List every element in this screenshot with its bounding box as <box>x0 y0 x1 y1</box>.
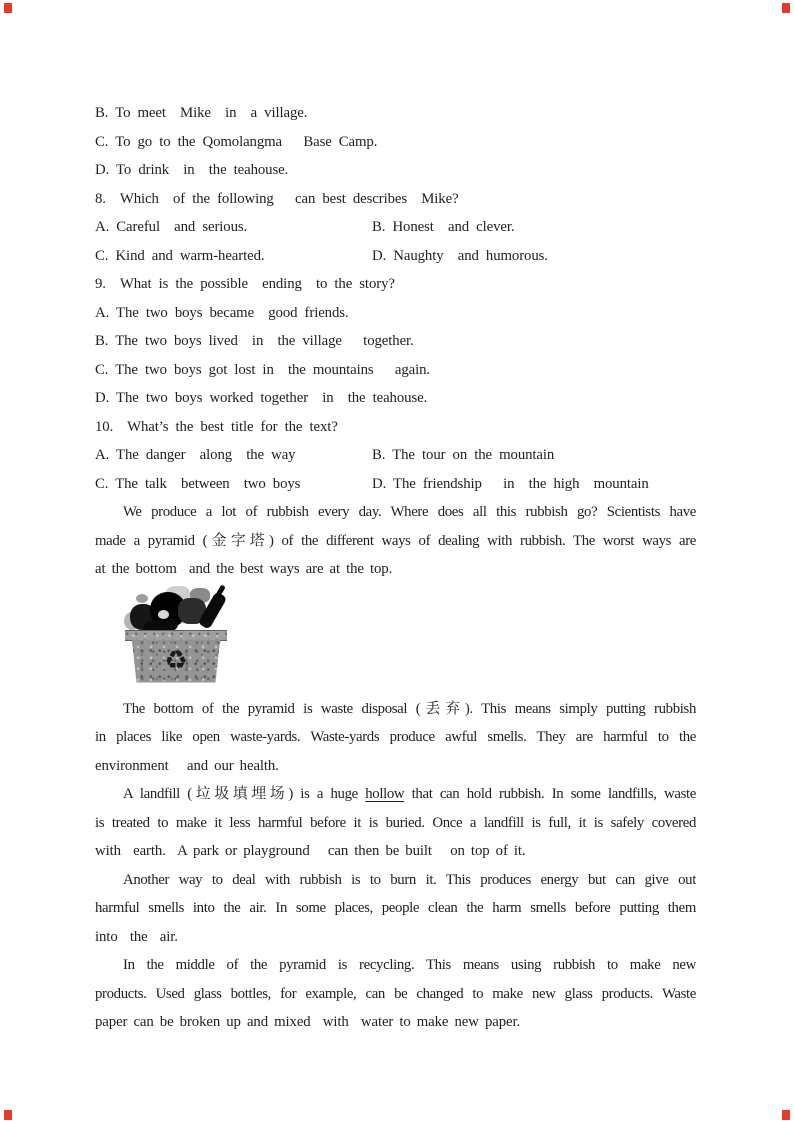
passage-line: harmful smells into the air. In some places, people clean the harm smells before putting them <box>95 900 696 916</box>
option-10a: A. The danger along the way <box>95 447 296 463</box>
option-7d: D. To drink in the teahouse. <box>95 162 289 178</box>
rubbish-blob <box>136 594 148 603</box>
question-8-options-row-2 <box>95 242 696 271</box>
option-8b: B. Honest and clever. <box>372 219 515 235</box>
option-10d: D. The friendship in the high mountain <box>372 475 649 492</box>
question-10-stem: 10. What’s the best title for the text? <box>95 418 338 435</box>
rubbish-bin-illustration <box>124 586 228 683</box>
corner-mark-bottom-left <box>4 1110 12 1120</box>
rubbish-blob <box>158 610 169 619</box>
passage-line: in places like open waste-yards. Waste-yards produce awful smells. They are harmful to the <box>95 729 696 745</box>
option-8a: A. Careful and serious. <box>95 219 248 235</box>
option-9c: C. The two boys got lost in the mountains again. <box>95 361 431 378</box>
option-7c: C. To go to the Qomolangma Base Camp. <box>95 133 378 150</box>
passage-line <box>95 780 696 809</box>
corner-mark-top-right <box>782 3 790 13</box>
option-8d: D. Naughty and humorous. <box>372 247 548 264</box>
passage-text: A landfill (垃圾填埋场) is a huge <box>123 786 366 802</box>
passage-text: that can hold rubbish. In some landfills, waste <box>404 786 696 802</box>
rubbish-bin-image <box>95 584 696 695</box>
question-9-stem: 9. What is the possible ending to the story? <box>95 276 395 292</box>
corner-mark-top-left <box>4 3 12 13</box>
option-9d: D. The two boys worked together in the teahouse. <box>95 390 428 406</box>
passage-line: We produce a lot of rubbish every day. Where does all this rubbish go? Scientists have <box>123 504 696 520</box>
question-10-options-row-1 <box>95 441 696 470</box>
option-8c: C. Kind and warm-hearted. <box>95 247 265 264</box>
exam-page-content <box>95 99 696 1037</box>
recycle-icon: ♻ <box>164 646 188 676</box>
option-7b: B. To meet Mike in a village. <box>95 105 308 121</box>
option-9b: B. The two boys lived in the village together. <box>95 333 414 349</box>
passage-line: made a pyramid (金字塔) of the different ways of dealing with rubbish. The worst ways are <box>95 532 696 549</box>
question-8-options-row-1 <box>95 213 696 242</box>
question-8-stem: 8. Which of the following can best describes Mike? <box>95 190 459 207</box>
passage-line: products. Used glass bottles, for example, can be changed to make new glass products. Waste <box>95 985 696 1002</box>
passage-line: at the bottom and the best ways are at the top. <box>95 561 393 577</box>
passage-line: The bottom of the pyramid is waste disposal (丢弃). This means simply putting rubbish <box>123 700 696 717</box>
underlined-word-hollow: hollow <box>365 786 405 802</box>
option-10b: B. The tour on the mountain <box>372 447 555 463</box>
corner-mark-bottom-right <box>782 1110 790 1120</box>
passage-line: into the air. <box>95 928 178 945</box>
passage-line: is treated to make it less harmful before it is buried. Once a landfill is full, it is safely covered <box>95 814 696 831</box>
question-10-options-row-2 <box>95 470 696 499</box>
passage-line: environment and our health. <box>95 757 279 774</box>
option-9a: A. The two boys became good friends. <box>95 304 349 321</box>
passage-line: In the middle of the pyramid is recycling. This means using rubbish to make new <box>123 957 696 973</box>
passage-line: paper can be broken up and mixed with water to make new paper. <box>95 1014 521 1030</box>
passage-line: Another way to deal with rubbish is to burn it. This produces energy but can give out <box>123 871 696 888</box>
passage-line: with earth. A park or playground can then be built on top of it. <box>95 843 526 859</box>
option-10c: C. The talk between two boys <box>95 475 301 492</box>
